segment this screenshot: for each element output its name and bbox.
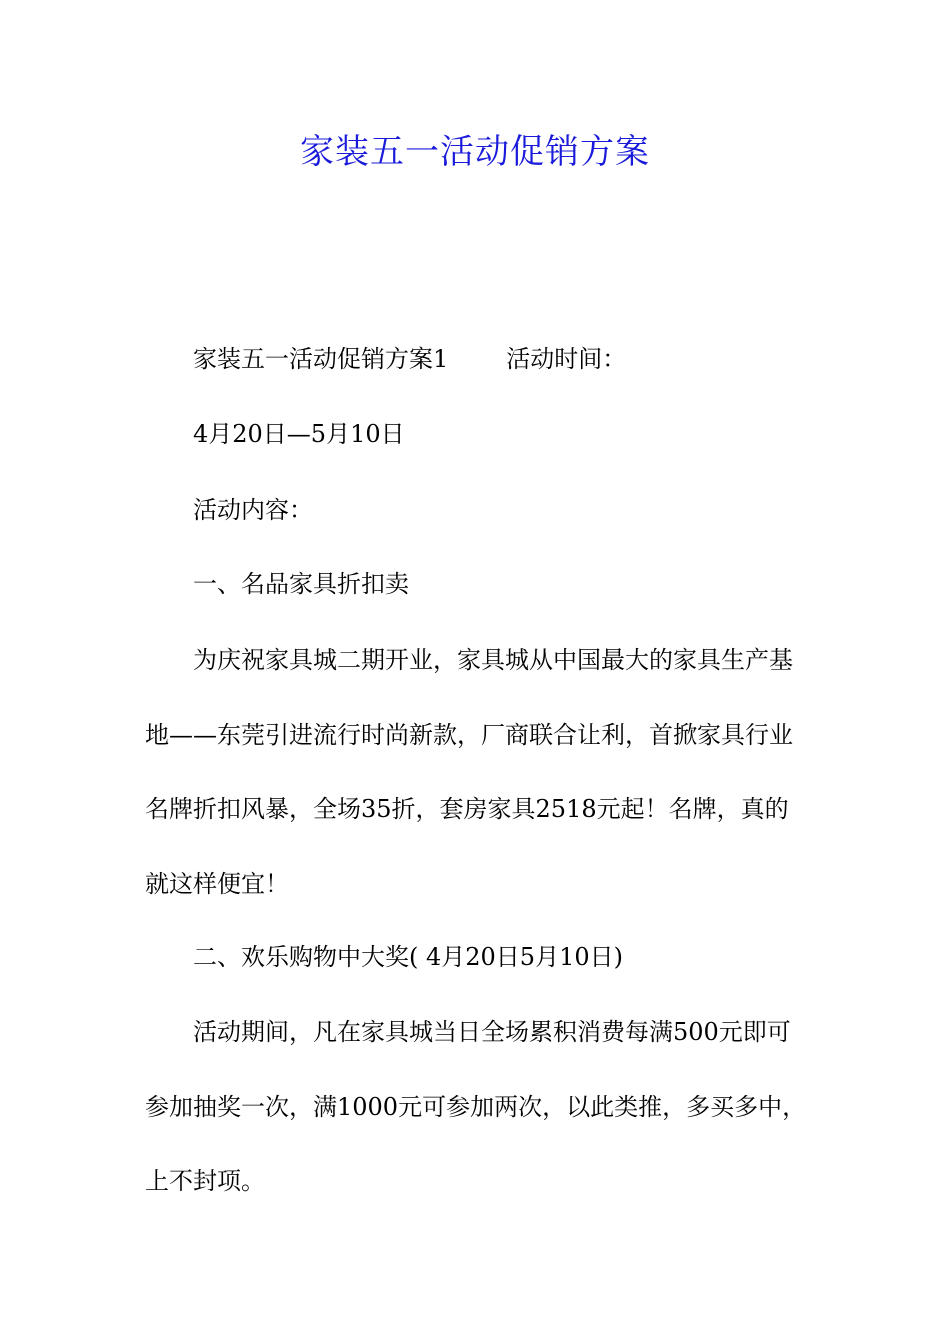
document-title: 家装五一活动促销方案 <box>300 132 650 172</box>
paragraph-two-line-2: 参加抽奖一次，满1000元可参加两次，以此类推，多买多中， <box>145 1093 807 1121</box>
activity-time-label: 活动时间： <box>506 345 627 373</box>
activity-content-label: 活动内容： <box>193 496 313 524</box>
activity-dates: 4月20日—5月10日 <box>193 420 405 448</box>
plan-heading: 家装五一活动促销方案1 <box>193 345 449 373</box>
plan-heading-line <box>193 343 810 375</box>
paragraph-one-line-4: 就这样便宜！ <box>145 870 289 898</box>
paragraph-one-line-1: 为庆祝家具城二期开业，家具城从中国最大的家具生产基 <box>193 646 793 674</box>
paragraph-one-line-2: 地——东莞引进流行时尚新款，厂商联合让利，首掀家具行业 <box>145 721 793 749</box>
section-one-heading: 一、名品家具折扣卖 <box>193 570 409 598</box>
paragraph-one-line-3: 名牌折扣风暴，全场35折，套房家具2518元起！名牌，真的 <box>145 795 789 823</box>
section-two-heading: 二、欢乐购物中大奖( 4月20日5月10日) <box>193 943 623 971</box>
paragraph-two-line-1: 活动期间，凡在家具城当日全场累积消费每满500元即可 <box>193 1018 791 1046</box>
paragraph-two-line-3: 上不封项。 <box>145 1167 265 1195</box>
